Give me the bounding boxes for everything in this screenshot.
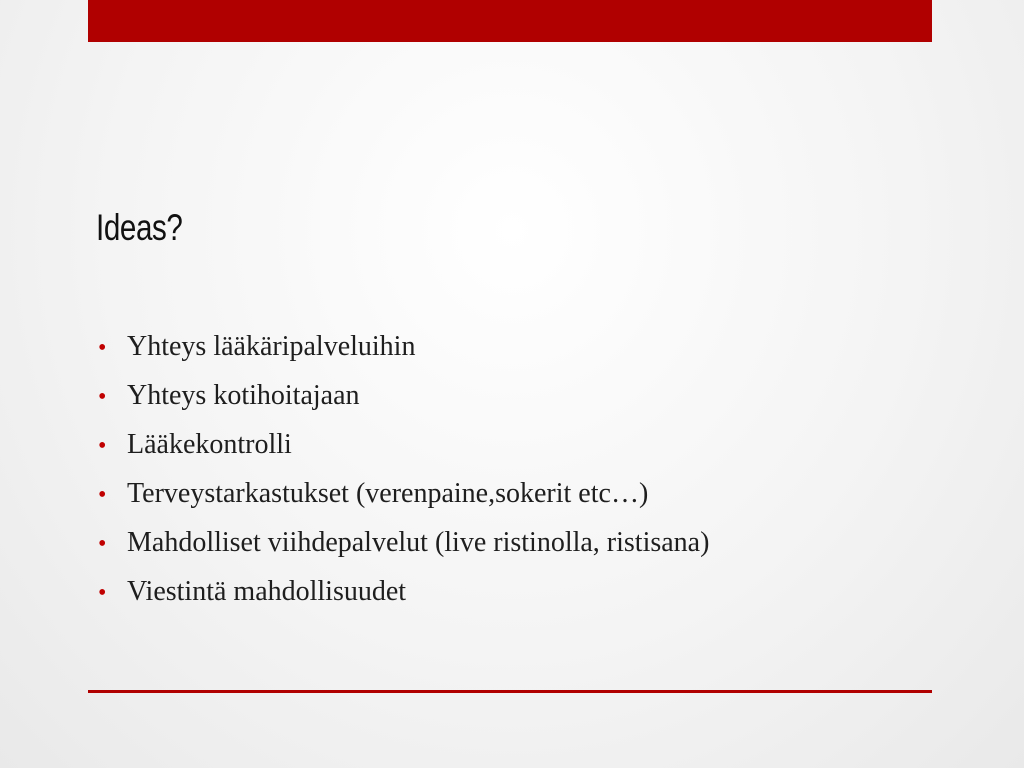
bullet-dot-icon: • (98, 384, 107, 410)
bottom-divider (88, 690, 932, 693)
bullet-dot-icon: • (98, 580, 107, 606)
bullet-text: Terveystarkastukset (verenpaine,sokerit etc…) (127, 478, 649, 509)
bullet-item (98, 567, 709, 616)
bullet-text: Lääkekontrolli (127, 429, 292, 460)
bullet-dot-icon: • (98, 335, 107, 361)
bullet-item (98, 469, 709, 518)
bullet-list (98, 322, 709, 616)
bullet-text: Mahdolliset viihdepalvelut (live ristinolla, ristisana) (127, 527, 710, 558)
bullet-dot-icon: • (98, 531, 107, 557)
bullet-item (98, 518, 709, 567)
bullet-text: Yhteys kotihoitajaan (127, 380, 360, 411)
top-accent-bar (88, 0, 932, 42)
slide-title: Ideas? (96, 207, 183, 248)
bullet-item (98, 420, 709, 469)
bullet-item (98, 322, 709, 371)
bullet-item (98, 371, 709, 420)
bullet-dot-icon: • (98, 433, 107, 459)
bullet-text: Yhteys lääkäripalveluihin (127, 331, 416, 362)
bullet-dot-icon: • (98, 482, 107, 508)
bullet-text: Viestintä mahdollisuudet (127, 576, 407, 607)
